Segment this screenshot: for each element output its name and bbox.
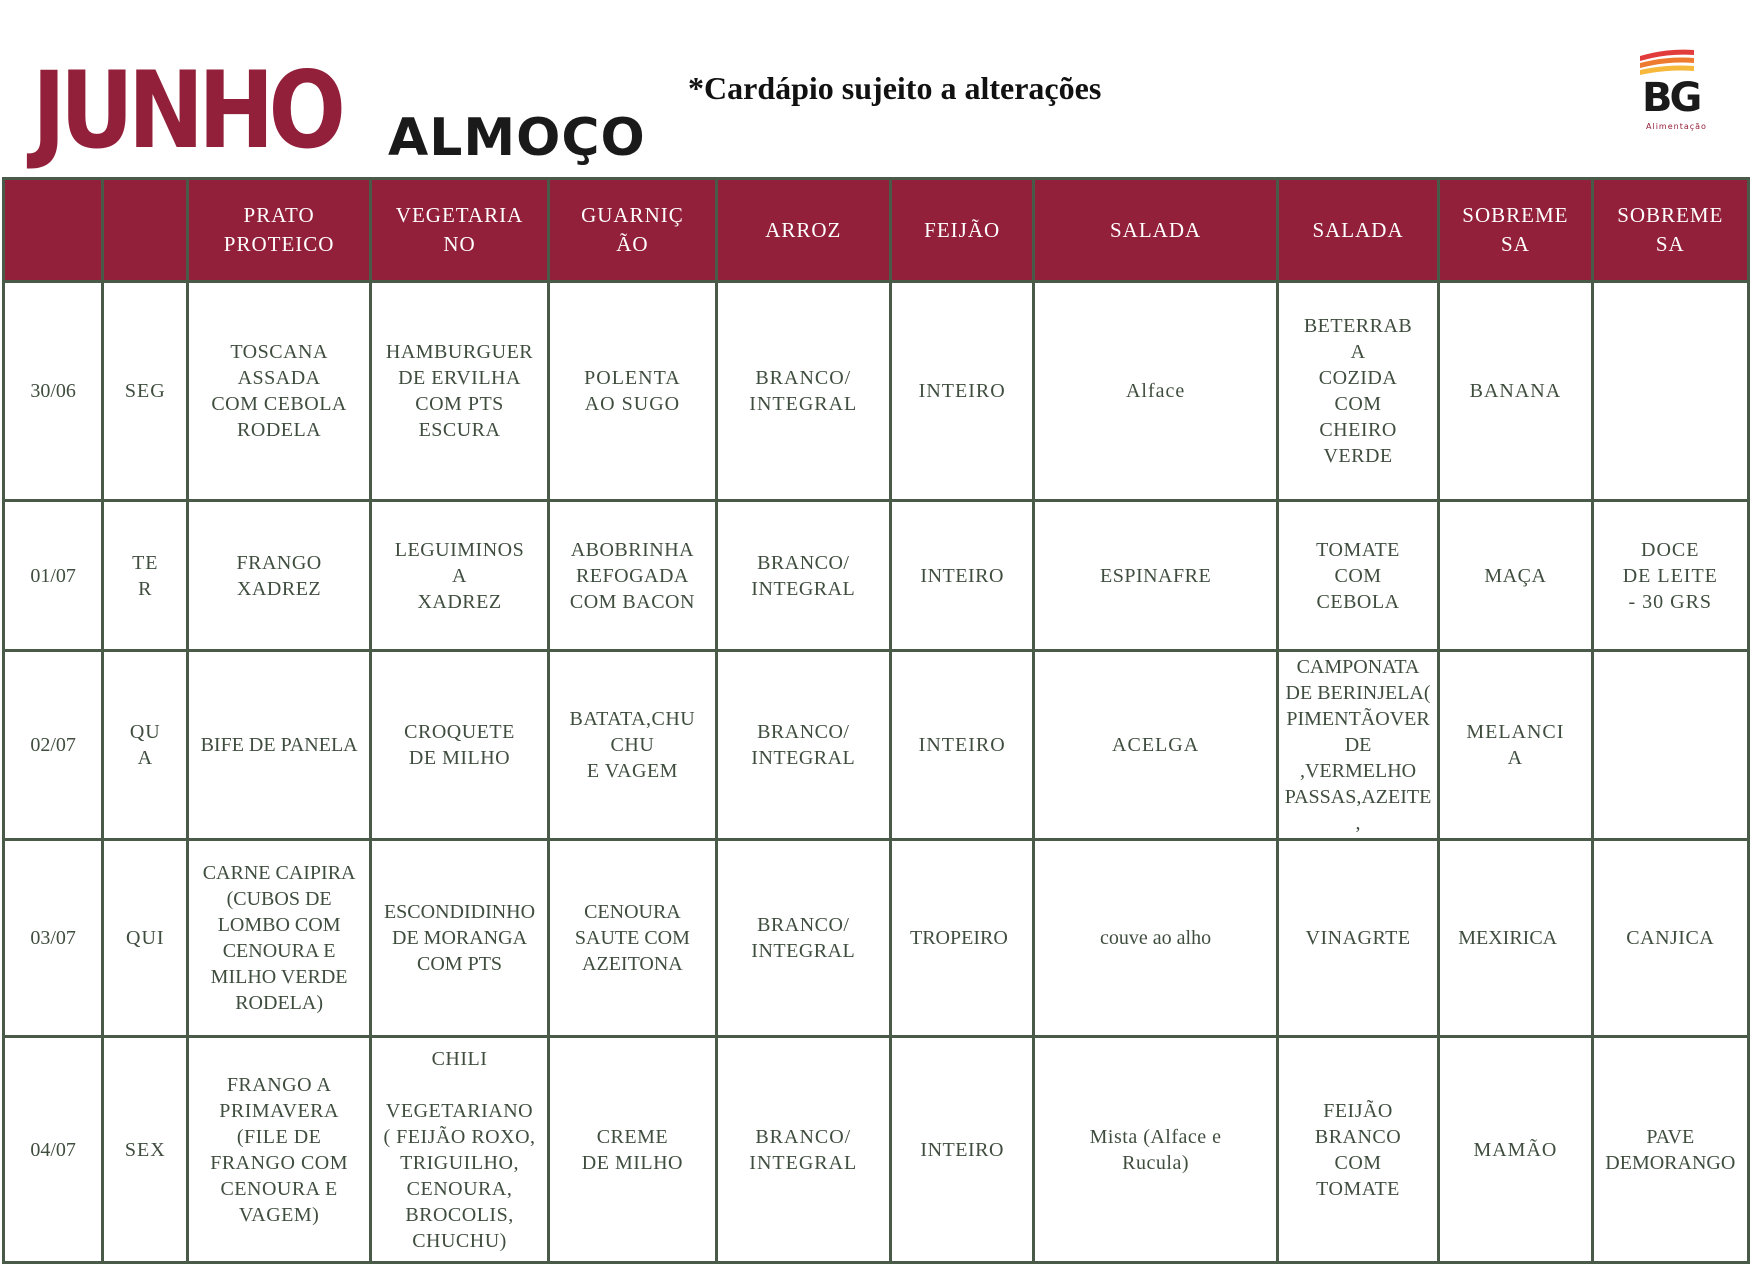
salada-cell: CAMPONATA DE BERINJELA( PIMENTÃOVERDE ,VERMELHO PASSAS,AZEITE,: [1277, 651, 1438, 840]
prato-proteico-cell: BIFE DE PANELA: [188, 651, 370, 840]
salada-cell: TOMATE COM CEBOLA: [1277, 501, 1438, 651]
salada-cell: Mista (Alface e Rucula): [1034, 1037, 1278, 1263]
date-cell: 04/07: [4, 1037, 103, 1263]
sobremesa-cell: MAMÃO: [1439, 1037, 1592, 1263]
table-row: [4, 1037, 1749, 1263]
sobremesa-cell: MELANCI A: [1439, 651, 1592, 840]
sobremesa-cell: DOCE DE LEITE - 30 GRS: [1592, 501, 1748, 651]
arroz-cell: BRANCO/ INTEGRAL: [716, 282, 890, 501]
column-header: FEIJÃO: [890, 179, 1033, 282]
company-logo: [1640, 48, 1710, 138]
month-title: JUNHO: [32, 49, 340, 172]
logo-subtitle: Alimentação: [1646, 122, 1707, 131]
vegetariano-cell: CROQUETE DE MILHO: [370, 651, 548, 840]
guarnicao-cell: POLENTA AO SUGO: [549, 282, 716, 501]
vegetariano-cell: CHILI VEGETARIANO ( FEIJÃO ROXO, TRIGUILHO, CENOURA, BROCOLIS, CHUCHU): [370, 1037, 548, 1263]
arroz-cell: BRANCO/ INTEGRAL: [716, 840, 890, 1037]
feijao-cell: INTEIRO: [890, 651, 1033, 840]
prato-proteico-cell: FRANGO XADREZ: [188, 501, 370, 651]
logo-text: BG: [1642, 75, 1700, 121]
guarnicao-cell: CREME DE MILHO: [549, 1037, 716, 1263]
vegetariano-cell: ESCONDIDINHO DE MORANGA COM PTS: [370, 840, 548, 1037]
prato-proteico-cell: TOSCANA ASSADA COM CEBOLA RODELA: [188, 282, 370, 501]
salada-cell: BETERRAB A COZIDA COM CHEIRO VERDE: [1277, 282, 1438, 501]
column-header: SALADA: [1034, 179, 1278, 282]
table-row: [4, 840, 1749, 1037]
weekday-cell: QUI: [103, 840, 188, 1037]
table-row: [4, 282, 1749, 501]
salada-cell: ESPINAFRE: [1034, 501, 1278, 651]
salada-cell: couve ao alho: [1034, 840, 1278, 1037]
salada-cell: FEIJÃO BRANCO COM TOMATE: [1277, 1037, 1438, 1263]
sobremesa-cell: PAVE DEMORANGO: [1592, 1037, 1748, 1263]
table-row: [4, 651, 1749, 840]
table-row: [4, 501, 1749, 651]
feijao-cell: INTEIRO: [890, 282, 1033, 501]
salada-cell: ACELGA: [1034, 651, 1278, 840]
column-header: [4, 179, 103, 282]
guarnicao-cell: CENOURA SAUTE COM AZEITONA: [549, 840, 716, 1037]
meal-title: ALMOÇO: [388, 108, 646, 168]
feijao-cell: TROPEIRO: [890, 840, 1033, 1037]
column-header: SOBREME SA: [1439, 179, 1592, 282]
date-cell: 03/07: [4, 840, 103, 1037]
weekday-cell: QU A: [103, 651, 188, 840]
arroz-cell: BRANCO/ INTEGRAL: [716, 1037, 890, 1263]
table-header-row: [4, 179, 1749, 282]
vegetariano-cell: LEGUIMINOS A XADREZ: [370, 501, 548, 651]
weekday-cell: SEX: [103, 1037, 188, 1263]
sobremesa-cell: MAÇA: [1439, 501, 1592, 651]
column-header: ARROZ: [716, 179, 890, 282]
feijao-cell: INTEIRO: [890, 501, 1033, 651]
column-header: SOBREME SA: [1592, 179, 1748, 282]
guarnicao-cell: ABOBRINHA REFOGADA COM BACON: [549, 501, 716, 651]
weekday-cell: TE R: [103, 501, 188, 651]
lunch-menu-table: [2, 177, 1750, 1264]
column-header: VEGETARIA NO: [370, 179, 548, 282]
column-header: SALADA: [1277, 179, 1438, 282]
menu-notice: *Cardápio sujeito a alterações: [688, 70, 1102, 106]
date-cell: 30/06: [4, 282, 103, 501]
arroz-cell: BRANCO/ INTEGRAL: [716, 501, 890, 651]
sobremesa-cell: MEXIRICA: [1439, 840, 1592, 1037]
salada-cell: VINAGRTE: [1277, 840, 1438, 1037]
sobremesa-cell: CANJICA: [1592, 840, 1748, 1037]
vegetariano-cell: HAMBURGUER DE ERVILHA COM PTS ESCURA: [370, 282, 548, 501]
prato-proteico-cell: CARNE CAIPIRA (CUBOS DE LOMBO COM CENOURA E MILHO VERDE RODELA): [188, 840, 370, 1037]
column-header: [103, 179, 188, 282]
prato-proteico-cell: FRANGO A PRIMAVERA (FILE DE FRANGO COM CENOURA E VAGEM): [188, 1037, 370, 1263]
sobremesa-cell: [1592, 651, 1748, 840]
sobremesa-cell: [1592, 282, 1748, 501]
salada-cell: Alface: [1034, 282, 1278, 501]
date-cell: 01/07: [4, 501, 103, 651]
guarnicao-cell: BATATA,CHU CHU E VAGEM: [549, 651, 716, 840]
arroz-cell: BRANCO/ INTEGRAL: [716, 651, 890, 840]
logo-stripes-icon: [1640, 48, 1694, 78]
column-header: GUARNIÇ ÃO: [549, 179, 716, 282]
feijao-cell: INTEIRO: [890, 1037, 1033, 1263]
weekday-cell: SEG: [103, 282, 188, 501]
date-cell: 02/07: [4, 651, 103, 840]
sobremesa-cell: BANANA: [1439, 282, 1592, 501]
column-header: PRATO PROTEICO: [188, 179, 370, 282]
